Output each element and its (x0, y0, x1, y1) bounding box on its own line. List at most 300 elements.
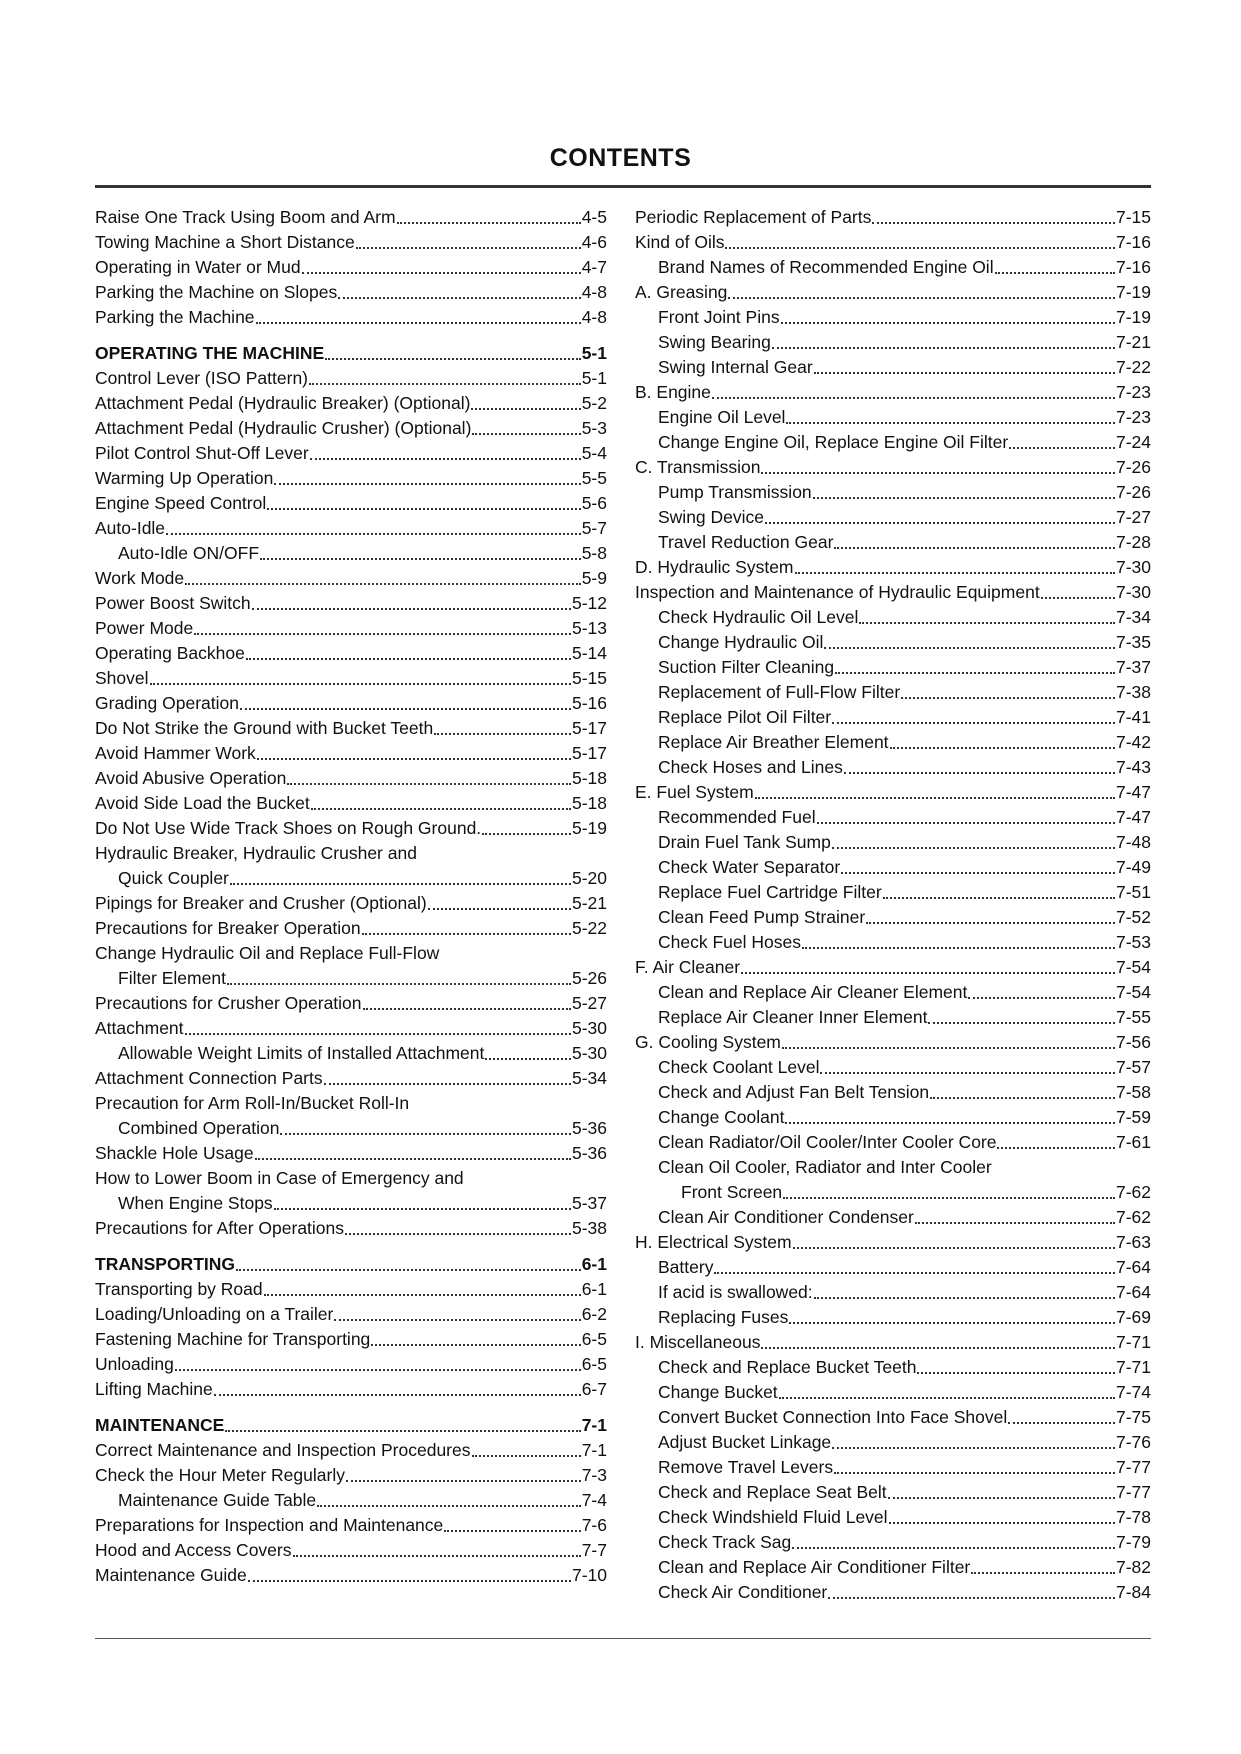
toc-entry (95, 1277, 607, 1302)
toc-entry-title: Avoid Side Load the Bucket (95, 793, 310, 813)
toc-entry (635, 1505, 1151, 1530)
toc-page-number: 7-4 (581, 1490, 607, 1510)
toc-page-number: 5-26 (571, 968, 607, 988)
toc-entry-title: Loading/Unloading on a Trailer (95, 1304, 334, 1324)
dot-leader (194, 633, 571, 635)
dot-leader (345, 1233, 571, 1235)
dot-leader (428, 908, 571, 910)
toc-entry-title: D. Hydraulic System (635, 557, 794, 577)
toc-page-number: 7-26 (1115, 457, 1151, 477)
toc-entry-title: Parking the Machine on Slopes (95, 282, 338, 302)
toc-entry (635, 1480, 1151, 1505)
toc-page-number: 7-55 (1115, 1007, 1151, 1027)
header-rule (95, 185, 1151, 188)
toc-entry-title: Front Joint Pins (658, 307, 780, 327)
dot-leader (267, 508, 580, 510)
dot-leader (309, 383, 581, 385)
toc-page-number: 5-17 (571, 718, 607, 738)
toc-entry-title: Pump Transmission (658, 482, 812, 502)
dot-leader (888, 1497, 1115, 1499)
toc-entry (95, 516, 607, 541)
toc-page-number: 7-62 (1115, 1182, 1151, 1202)
dot-leader (1041, 597, 1115, 599)
toc-entry (95, 491, 607, 516)
dot-leader (883, 897, 1115, 899)
dot-leader (968, 997, 1115, 999)
toc-page-number: 5-4 (581, 443, 607, 463)
dot-leader (785, 1122, 1114, 1124)
toc-entry-title: Kind of Oils (635, 232, 725, 252)
toc-entry-title: Check Hydraulic Oil Level (658, 607, 859, 627)
toc-entry-title: Engine Oil Level (658, 407, 786, 427)
dot-leader (795, 572, 1115, 574)
toc-entry-title: Periodic Replacement of Parts (635, 207, 872, 227)
dot-leader (246, 658, 571, 660)
toc-entry-title: Warming Up Operation (95, 468, 274, 488)
toc-entry-title: Attachment (95, 1018, 184, 1038)
dot-leader (714, 1272, 1115, 1274)
toc-page-number: 7-82 (1115, 1557, 1151, 1577)
toc-entry-title: TRANSPORTING (95, 1254, 235, 1274)
toc-entry-title: Correct Maintenance and Inspection Procedures (95, 1440, 471, 1460)
toc-entry-title: B. Engine (635, 382, 711, 402)
toc-entry (635, 1555, 1151, 1580)
toc-entry (95, 1463, 607, 1488)
toc-entry-title: Check and Adjust Fan Belt Tension (658, 1082, 930, 1102)
toc-section-heading (95, 340, 607, 366)
toc-entry (95, 816, 607, 841)
dot-leader (835, 672, 1115, 674)
toc-section-heading (95, 1412, 607, 1438)
toc-entry-title: I. Miscellaneous (635, 1332, 761, 1352)
dot-leader (779, 1397, 1115, 1399)
toc-entry (635, 1080, 1151, 1105)
dot-leader (214, 1394, 581, 1396)
dot-leader (832, 722, 1115, 724)
toc-entry-title: Suction Filter Cleaning (658, 657, 835, 677)
toc-entry (635, 1255, 1151, 1280)
dot-leader (310, 458, 581, 460)
toc-entry-title: Check Track Sag (658, 1532, 792, 1552)
toc-entry-title: Do Not Use Wide Track Shoes on Rough Ground. (95, 818, 482, 838)
toc-entry-title: Attachment Pedal (Hydraulic Breaker) (Optional) (95, 393, 471, 413)
dot-leader (783, 1197, 1115, 1199)
toc-entry (95, 716, 607, 741)
page-title: CONTENTS (549, 144, 692, 172)
dot-leader (471, 408, 580, 410)
toc-page-number: 6-1 (581, 1279, 607, 1299)
toc-entry (635, 805, 1151, 830)
dot-leader (280, 1133, 570, 1135)
dot-leader (236, 1269, 581, 1271)
toc-entry-title: Do Not Strike the Ground with Bucket Teeth (95, 718, 434, 738)
toc-page-number: 7-35 (1115, 632, 1151, 652)
toc-entry-title: OPERATING THE MACHINE (95, 343, 325, 363)
toc-entry (635, 980, 1151, 1005)
dot-leader (889, 1522, 1115, 1524)
toc-entry (95, 841, 607, 866)
toc-page-number: 5-1 (581, 343, 607, 363)
toc-page-number: 5-36 (571, 1143, 607, 1163)
toc-page-number: 5-6 (581, 493, 607, 513)
toc-entry (635, 1305, 1151, 1330)
dot-leader (356, 247, 581, 249)
toc-page-number: 7-38 (1115, 682, 1151, 702)
dot-leader (252, 608, 571, 610)
toc-page-number: 7-54 (1115, 982, 1151, 1002)
toc-entry (635, 1030, 1151, 1055)
toc-entry (95, 1166, 607, 1191)
toc-entry-title: Pilot Control Shut-Off Lever (95, 443, 309, 463)
dot-leader (274, 1208, 571, 1210)
dot-leader (287, 783, 571, 785)
dot-leader (444, 1530, 580, 1532)
dot-leader (397, 222, 581, 224)
dot-leader (257, 758, 571, 760)
dot-leader (786, 422, 1115, 424)
dot-leader (917, 1372, 1115, 1374)
toc-entry-title: Clean Air Conditioner Condenser (658, 1207, 914, 1227)
toc-entry-title: Hood and Access Covers (95, 1540, 292, 1560)
toc-entry (95, 366, 607, 391)
toc-entry (95, 1563, 607, 1588)
toc-entry (635, 1380, 1151, 1405)
toc-entry (635, 930, 1151, 955)
toc-entry (95, 666, 607, 691)
toc-page-number: 7-74 (1115, 1382, 1151, 1402)
toc-entry (635, 1180, 1151, 1205)
toc-entry-title: Remove Travel Levers (658, 1457, 834, 1477)
toc-entry-title: Drain Fuel Tank Sump (658, 832, 831, 852)
toc-entry (95, 1327, 607, 1352)
toc-page-number: 5-15 (571, 668, 607, 688)
dot-leader (482, 833, 571, 835)
toc-entry (95, 1352, 607, 1377)
toc-entry (95, 691, 607, 716)
toc-entry-title: Lifting Machine (95, 1379, 213, 1399)
toc-page-number: 5-22 (571, 918, 607, 938)
toc-page-number: 7-34 (1115, 607, 1151, 627)
dot-leader (841, 872, 1115, 874)
toc-page-number: 7-59 (1115, 1107, 1151, 1127)
toc-page-number: 7-78 (1115, 1507, 1151, 1527)
toc-entry-title: Avoid Abusive Operation (95, 768, 287, 788)
toc-entry-title: Precautions for Breaker Operation (95, 918, 361, 938)
toc-entry-title: Change Bucket (658, 1382, 778, 1402)
toc-page-number: 5-18 (571, 793, 607, 813)
toc-entry-title: Replace Fuel Cartridge Filter (658, 882, 882, 902)
dot-leader (832, 1447, 1115, 1449)
dot-leader (834, 547, 1115, 549)
toc-entry (95, 741, 607, 766)
toc-page-number: 7-61 (1115, 1132, 1151, 1152)
toc-entry-title: Clean Radiator/Oil Cooler/Inter Cooler Core (658, 1132, 997, 1152)
toc-entry-title: F. Air Cleaner (635, 957, 741, 977)
toc-page-number: 5-13 (571, 618, 607, 638)
toc-entry (635, 230, 1151, 255)
dot-leader (225, 1430, 580, 1432)
dot-leader (302, 272, 581, 274)
toc-entry (635, 1580, 1151, 1605)
toc-entry-title: Attachment Connection Parts (95, 1068, 323, 1088)
toc-page-number: 5-20 (571, 868, 607, 888)
toc-entry (95, 916, 607, 941)
toc-entry (635, 1130, 1151, 1155)
toc-entry (95, 1538, 607, 1563)
toc-entry (635, 880, 1151, 905)
dot-leader (150, 683, 571, 685)
footer-rule (95, 1638, 1151, 1639)
toc-entry-title: Change Coolant (658, 1107, 785, 1127)
toc-entry-title: Replace Air Cleaner Inner Element (658, 1007, 928, 1027)
toc-entry (635, 1105, 1151, 1130)
toc-page-number: 5-21 (571, 893, 607, 913)
dot-leader (260, 558, 581, 560)
toc-page-number: 5-14 (571, 643, 607, 663)
dot-leader (334, 1319, 580, 1321)
toc-page-number: 7-27 (1115, 507, 1151, 527)
dot-leader (930, 1097, 1115, 1099)
dot-leader (240, 708, 571, 710)
toc-page-number: 7-53 (1115, 932, 1151, 952)
dot-leader (789, 1322, 1115, 1324)
toc-page-number: 5-16 (571, 693, 607, 713)
toc-entry (95, 791, 607, 816)
toc-entry (95, 391, 607, 416)
toc-entry (95, 1066, 607, 1091)
toc-entry (635, 1430, 1151, 1455)
toc-page-number: 7-79 (1115, 1532, 1151, 1552)
toc-entry (95, 1116, 607, 1141)
dot-leader (485, 1058, 571, 1060)
dot-leader (872, 222, 1115, 224)
toc-entry (95, 441, 607, 466)
toc-page-number: 7-56 (1115, 1032, 1151, 1052)
toc-entry (635, 505, 1151, 530)
dot-leader (792, 1547, 1115, 1549)
toc-entry (95, 891, 607, 916)
toc-page-number: 7-30 (1115, 582, 1151, 602)
toc-page-number: 7-16 (1115, 232, 1151, 252)
toc-page-number: 6-7 (581, 1379, 607, 1399)
toc-entry-title: G. Cooling System (635, 1032, 781, 1052)
toc-entry (635, 905, 1151, 930)
toc-page-number: 5-3 (581, 418, 607, 438)
toc-entry (635, 280, 1151, 305)
toc-page-number: 7-54 (1115, 957, 1151, 977)
toc-entry-title: Towing Machine a Short Distance (95, 232, 355, 252)
toc-entry-title: Battery (658, 1257, 714, 1277)
toc-entry (635, 680, 1151, 705)
toc-entry (95, 1513, 607, 1538)
toc-page-number: 7-58 (1115, 1082, 1151, 1102)
toc-entry-title: Shackle Hole Usage (95, 1143, 254, 1163)
toc-page-number: 5-30 (571, 1043, 607, 1063)
toc-page-number: 7-77 (1115, 1482, 1151, 1502)
toc-entry-title: Raise One Track Using Boom and Arm (95, 207, 396, 227)
toc-entry (635, 1330, 1151, 1355)
toc-entry (635, 1405, 1151, 1430)
toc-page-number: 7-24 (1115, 432, 1151, 452)
toc-entry-title: Check Coolant Level (658, 1057, 820, 1077)
toc-entry-title: Replacement of Full-Flow Filter (658, 682, 901, 702)
dot-leader (828, 1597, 1115, 1599)
toc-entry (635, 580, 1151, 605)
toc-entry (635, 480, 1151, 505)
dot-leader (346, 1480, 581, 1482)
toc-entry-title: Avoid Hammer Work (95, 743, 256, 763)
toc-entry-title: Combined Operation (118, 1118, 280, 1138)
toc-entry (635, 355, 1151, 380)
dot-leader (255, 1158, 571, 1160)
toc-entry (95, 280, 607, 305)
dot-leader (317, 1505, 581, 1507)
toc-entry-title: E. Fuel System (635, 782, 754, 802)
toc-entry-title: Operating in Water or Mud (95, 257, 301, 277)
toc-entry (95, 305, 607, 330)
toc-page-number: 7-41 (1115, 707, 1151, 727)
toc-page-number: 5-19 (571, 818, 607, 838)
toc-page-number: 5-7 (581, 518, 607, 538)
toc-entry (635, 955, 1151, 980)
dot-leader (324, 1083, 571, 1085)
dot-leader (728, 297, 1115, 299)
toc-entry (95, 641, 607, 666)
toc-entry-title: Auto-Idle (95, 518, 166, 538)
toc-entry (95, 416, 607, 441)
dot-leader (248, 1580, 571, 1582)
toc-page-number: 7-1 (581, 1440, 607, 1460)
toc-page-number: 7-15 (1115, 207, 1151, 227)
toc-page-number: 7-47 (1115, 782, 1151, 802)
toc-page-number: 7-6 (581, 1515, 607, 1535)
toc-entry (95, 591, 607, 616)
dot-leader (782, 1047, 1115, 1049)
toc-entry-title: Change Engine Oil, Replace Engine Oil Filter (658, 432, 1009, 452)
toc-page-number: 5-34 (571, 1068, 607, 1088)
toc-entry-title: Check and Replace Bucket Teeth (658, 1357, 917, 1377)
toc-entry (635, 780, 1151, 805)
toc-page-number: 4-6 (581, 232, 607, 252)
dot-leader (813, 497, 1115, 499)
dot-leader (859, 622, 1115, 624)
toc-page-number: 5-5 (581, 468, 607, 488)
toc-entry-title: Preparations for Inspection and Maintenance (95, 1515, 444, 1535)
toc-entry-title: Adjust Bucket Linkage (658, 1432, 832, 1452)
toc-entry (635, 855, 1151, 880)
toc-entry (635, 1455, 1151, 1480)
toc-entry (635, 305, 1151, 330)
toc-entry (635, 330, 1151, 355)
toc-page-number: 7-69 (1115, 1307, 1151, 1327)
dot-leader (230, 883, 571, 885)
dot-leader (793, 1247, 1115, 1249)
toc-page-number: 4-8 (581, 307, 607, 327)
toc-page-number: 5-2 (581, 393, 607, 413)
toc-entry (95, 1191, 607, 1216)
toc-page-number: 5-1 (581, 368, 607, 388)
toc-page-number: 7-16 (1115, 257, 1151, 277)
toc-entry-title: Clean Feed Pump Strainer (658, 907, 866, 927)
toc-entry (635, 755, 1151, 780)
toc-entry-title: Recommended Fuel (658, 807, 816, 827)
toc-entry (635, 630, 1151, 655)
dot-leader (817, 822, 1115, 824)
dot-leader (227, 983, 571, 985)
toc-entry (635, 405, 1151, 430)
toc-page-number: 7-30 (1115, 557, 1151, 577)
toc-entry (95, 766, 607, 791)
toc-page-number: 7-28 (1115, 532, 1151, 552)
dot-leader (890, 747, 1115, 749)
toc-entry (95, 966, 607, 991)
toc-page-number: 4-8 (581, 282, 607, 302)
toc-page-number: 5-12 (571, 593, 607, 613)
toc-page-number: 7-37 (1115, 657, 1151, 677)
toc-entry (95, 866, 607, 891)
toc-entry-title: Check Air Conditioner (658, 1582, 828, 1602)
toc-entry (635, 255, 1151, 280)
dot-leader (371, 1344, 580, 1346)
toc-entry (95, 1488, 607, 1513)
dot-leader (901, 697, 1115, 699)
dot-leader (325, 358, 581, 360)
toc-entry-title: Fastening Machine for Transporting (95, 1329, 371, 1349)
toc-page-number: 7-23 (1115, 382, 1151, 402)
toc-entry-title: Brand Names of Recommended Engine Oil (658, 257, 994, 277)
toc-page-number: 4-5 (581, 207, 607, 227)
toc-page-number: 7-57 (1115, 1057, 1151, 1077)
toc-entry-title: Unloading (95, 1354, 174, 1374)
toc-page-number: 6-2 (581, 1304, 607, 1324)
toc-entry (95, 941, 607, 966)
toc-entry-title: Maintenance Guide (95, 1565, 247, 1585)
toc-entry (95, 1041, 607, 1066)
toc-page-number: 5-8 (581, 543, 607, 563)
toc-page-number: 7-49 (1115, 857, 1151, 877)
toc-entry-title: Check Water Separator (658, 857, 841, 877)
toc-entry-title: Transporting by Road (95, 1279, 263, 1299)
toc-entry (635, 1055, 1151, 1080)
toc-page-number: 7-52 (1115, 907, 1151, 927)
toc-page-number: 5-38 (571, 1218, 607, 1238)
toc-entry-title: Power Mode (95, 618, 194, 638)
dot-leader (834, 1472, 1115, 1474)
toc-entry-title: Attachment Pedal (Hydraulic Crusher) (Optional) (95, 418, 472, 438)
toc-page-number: 7-23 (1115, 407, 1151, 427)
dot-leader (311, 808, 571, 810)
toc-entry-title: H. Electrical System (635, 1232, 792, 1252)
toc-entry (635, 430, 1151, 455)
dot-leader (264, 1294, 581, 1296)
toc-entry (635, 1280, 1151, 1305)
toc-page-number: 7-7 (581, 1540, 607, 1560)
toc-entry-title: Check Hoses and Lines (658, 757, 843, 777)
toc-entry-title: Travel Reduction Gear (658, 532, 834, 552)
dot-leader (915, 1222, 1115, 1224)
toc-section-heading (95, 1251, 607, 1277)
toc-page-number: 7-71 (1115, 1332, 1151, 1352)
dot-leader (824, 647, 1115, 649)
toc-entry-title: Pipings for Breaker and Crusher (Optional) (95, 893, 427, 913)
toc-entry-title: Check Windshield Fluid Level (658, 1507, 888, 1527)
toc-entry-title: Control Lever (ISO Pattern) (95, 368, 308, 388)
dot-leader (761, 1347, 1114, 1349)
toc-page-number: 7-75 (1115, 1407, 1151, 1427)
toc-entry (95, 541, 607, 566)
dot-leader (363, 1008, 571, 1010)
toc-page-number: 7-62 (1115, 1207, 1151, 1227)
